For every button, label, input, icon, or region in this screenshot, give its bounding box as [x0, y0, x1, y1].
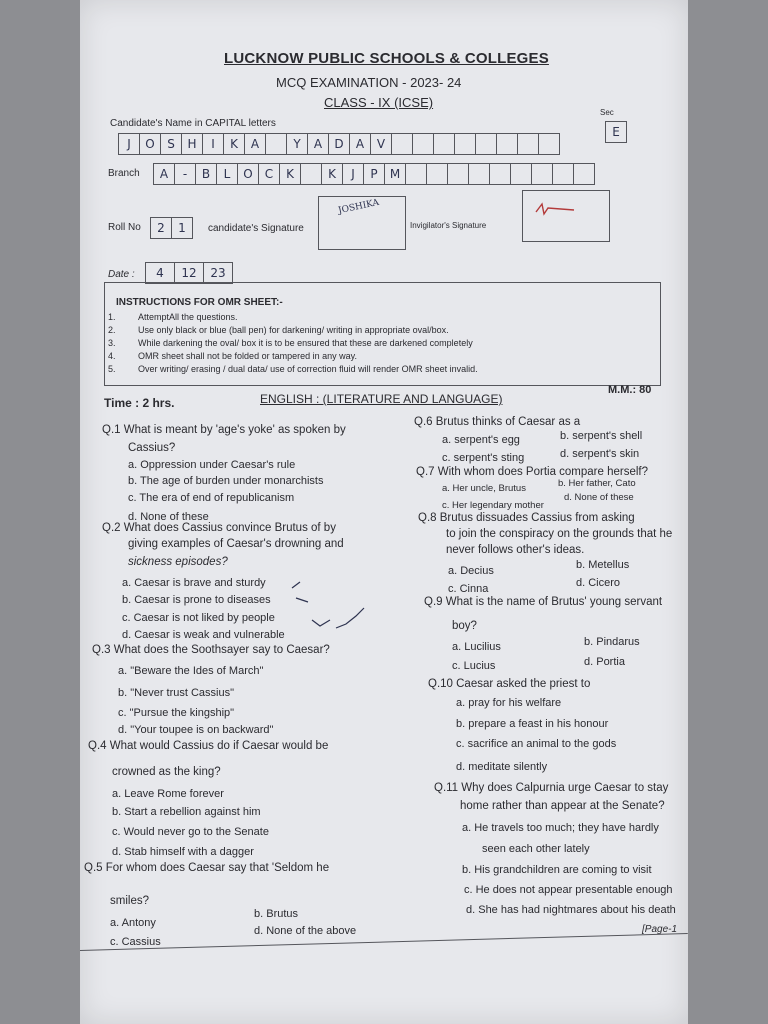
branch-letter-cell: M [384, 163, 406, 185]
q4-text-cont: crowned as the king? [112, 766, 221, 778]
q5-option-c: c. Cassius [110, 936, 161, 948]
branch-letter-cell: A [153, 163, 175, 185]
subject-title: ENGLISH : (LITERATURE AND LANGUAGE) [260, 392, 503, 406]
name-letter-cell: I [202, 133, 224, 155]
branch-letter-cell: - [174, 163, 196, 185]
q9-option-a: a. Lucilius [452, 641, 501, 653]
name-letter-cell [517, 133, 539, 155]
instruction-number: 3. [108, 338, 116, 348]
candidate-signature: JOSHIKA [337, 197, 381, 217]
branch-letter-cell [552, 163, 574, 185]
q7-option-d: d. None of these [564, 492, 634, 503]
sec-label: Sec [600, 108, 614, 117]
instruction-item [108, 312, 238, 322]
name-letter-cell: V [370, 133, 392, 155]
instruction-text: Over writing/ erasing / dual data/ use of correction fluid will render OMR sheet invalid. [138, 364, 478, 374]
q5-text-cont: smiles? [110, 895, 149, 907]
q8-text-cont: to join the conspiracy on the grounds that he [446, 528, 673, 540]
q8-option-a: a. Decius [448, 565, 494, 577]
q8-option-c: c. Cinna [448, 583, 489, 595]
q8-option-d: d. Cicero [576, 577, 621, 589]
instruction-number: 4. [108, 351, 116, 361]
q2-text-cont: giving examples of Caesar's drowning and [128, 538, 344, 550]
name-letter-cell: D [328, 133, 350, 155]
instruction-item [108, 325, 449, 335]
instruction-number: 1. [108, 312, 116, 322]
q9-option-d: d. Portia [584, 656, 625, 668]
branch-letter-cell [300, 163, 322, 185]
q2-option-c: c. Caesar is not liked by people [122, 612, 275, 624]
footer-rule [80, 933, 688, 951]
name-label: Candidate's Name in CAPITAL letters [110, 118, 276, 129]
name-letter-cell: J [118, 133, 140, 155]
q1-option-d: d. None of these [128, 511, 209, 523]
instruction-item [108, 351, 357, 361]
q7-option-b: b. Her father, Cato [558, 478, 636, 489]
q1-option-b: b. The age of burden under monarchists [128, 475, 324, 487]
candidate-signature-label: candidate's Signature [208, 223, 304, 234]
instruction-text: Use only black or blue (ball pen) for darkening/ writing in appropriate oval/box. [138, 325, 449, 335]
q8-text-cont2: never follows other's ideas. [446, 544, 585, 556]
branch-letter-cell: J [342, 163, 364, 185]
q6-option-c: c. serpent's sting [442, 452, 525, 464]
branch-label: Branch [108, 168, 140, 179]
q4-option-b: b. Start a rebellion against him [112, 806, 261, 818]
q1-option-a: a. Oppression under Caesar's rule [128, 459, 296, 471]
instruction-text: While darkening the oval/ box it is to be ensured that these are darkened completely [138, 338, 473, 348]
instruction-number: 2. [108, 325, 116, 335]
branch-letter-cell [531, 163, 553, 185]
name-letter-cell: S [160, 133, 182, 155]
roll-digit-cell: 2 [150, 217, 172, 239]
sec-box [605, 121, 627, 143]
name-letter-cell: A [349, 133, 371, 155]
exam-paper [80, 0, 688, 1024]
branch-grid [153, 163, 594, 185]
date-part-cell: 4 [145, 262, 175, 284]
branch-letter-cell [489, 163, 511, 185]
name-letter-cell: H [181, 133, 203, 155]
instructions-title: INSTRUCTIONS FOR OMR SHEET:- [116, 297, 283, 308]
roll-digit-cell: 1 [171, 217, 193, 239]
q5-option-a: a. Antony [110, 917, 156, 929]
q5-option-b: b. Brutus [254, 908, 299, 920]
q11-option-d: d. She has had nightmares about his death [466, 904, 676, 916]
branch-letter-cell: O [237, 163, 259, 185]
name-letter-cell [265, 133, 287, 155]
q6-option-d: d. serpent's skin [560, 448, 640, 460]
q1-text: Q.1 What is meant by 'age's yoke' as spoken by [102, 424, 346, 436]
invigilator-signature-label: Invigilator's Signature [410, 221, 487, 230]
q11-option-a: a. He travels too much; they have hardly [462, 822, 659, 834]
school-title: LUCKNOW PUBLIC SCHOOLS & COLLEGES [224, 50, 549, 67]
date-part-cell: 12 [174, 262, 204, 284]
name-letter-cell [433, 133, 455, 155]
branch-letter-cell: C [258, 163, 280, 185]
q11-text: Q.11 Why does Calpurnia urge Caesar to stay [434, 782, 669, 794]
date-part-cell: 23 [203, 262, 233, 284]
branch-letter-cell [447, 163, 469, 185]
q2-option-a: a. Caesar is brave and sturdy [122, 577, 266, 589]
branch-letter-cell: K [321, 163, 343, 185]
roll-label: Roll No [108, 222, 141, 233]
branch-letter-cell: K [279, 163, 301, 185]
q7-option-a: a. Her uncle, Brutus [442, 483, 526, 494]
q4-option-a: a. Leave Rome forever [112, 788, 224, 800]
page-number: [Page-1 [642, 924, 678, 935]
q6-option-a: a. serpent's egg [442, 434, 520, 446]
branch-letter-cell: P [363, 163, 385, 185]
instruction-item [108, 364, 478, 374]
q1-option-c: c. The era of end of republicanism [128, 492, 295, 504]
q2-text-cont2: sickness episodes? [128, 556, 228, 568]
time-label: Time : 2 hrs. [104, 396, 175, 410]
name-letter-cell [391, 133, 413, 155]
q3-option-b: b. "Never trust Cassius" [118, 687, 235, 699]
instruction-item [108, 338, 473, 348]
q9-text: Q.9 What is the name of Brutus' young servant [424, 596, 663, 608]
q10-option-d: d. meditate silently [456, 761, 548, 773]
instruction-text: AttemptAll the questions. [138, 312, 238, 322]
branch-letter-cell [573, 163, 595, 185]
name-letter-cell: Y [286, 133, 308, 155]
exam-title: MCQ EXAMINATION - 2023- 24 [276, 75, 462, 90]
name-letter-cell [454, 133, 476, 155]
q9-text-cont: boy? [452, 620, 477, 632]
instruction-number: 5. [108, 364, 116, 374]
q5-text: Q.5 For whom does Caesar say that 'Seldom he [84, 862, 330, 874]
q7-option-c: c. Her legendary mother [442, 500, 544, 511]
q4-option-d: d. Stab himself with a dagger [112, 846, 254, 858]
q11-option-c: c. He does not appear presentable enough [464, 884, 673, 896]
q9-option-c: c. Lucius [452, 660, 496, 672]
q10-option-c: c. sacrifice an animal to the gods [456, 738, 617, 750]
q11-option-a-cont: seen each other lately [482, 843, 590, 855]
sec-value: E [612, 125, 620, 139]
q10-text: Q.10 Caesar asked the priest to [428, 678, 591, 690]
q3-option-c: c. "Pursue the kingship" [118, 707, 235, 719]
name-letter-cell [475, 133, 497, 155]
class-title: CLASS - IX (ICSE) [324, 95, 434, 110]
branch-letter-cell [510, 163, 532, 185]
q8-text: Q.8 Brutus dissuades Cassius from asking [418, 512, 635, 524]
branch-letter-cell: B [195, 163, 217, 185]
q4-text: Q.4 What would Cassius do if Caesar would be [88, 740, 329, 752]
branch-letter-cell [426, 163, 448, 185]
q2-tick-marks [290, 580, 390, 640]
q10-option-a: a. pray for his welfare [456, 697, 562, 709]
q2-text: Q.2 What does Cassius convince Brutus of by [102, 522, 336, 534]
q10-option-b: b. prepare a feast in his honour [456, 718, 609, 730]
q2-option-d: d. Caesar is weak and vulnerable [122, 629, 285, 641]
q7-text: Q.7 With whom does Portia compare herself? [416, 466, 649, 478]
date-label: Date : [108, 269, 135, 280]
q6-text: Q.6 Brutus thinks of Caesar as a [414, 416, 581, 428]
name-grid [118, 133, 559, 155]
date-grid [145, 262, 232, 284]
branch-letter-cell [405, 163, 427, 185]
q4-option-c: c. Would never go to the Senate [112, 826, 269, 838]
name-letter-cell: A [244, 133, 266, 155]
max-marks: M.M.: 80 [608, 384, 652, 396]
name-letter-cell: O [139, 133, 161, 155]
q11-text-cont: home rather than appear at the Senate? [460, 800, 665, 812]
branch-letter-cell [468, 163, 490, 185]
q5-option-d: d. None of the above [254, 925, 357, 937]
q1-text-cont: Cassius? [128, 442, 176, 454]
name-letter-cell: A [307, 133, 329, 155]
roll-grid [150, 217, 192, 239]
q2-option-b: b. Caesar is prone to diseases [122, 594, 271, 606]
q3-text: Q.3 What does the Soothsayer say to Caesar? [92, 644, 330, 656]
q11-option-b: b. His grandchildren are coming to visit [462, 864, 652, 876]
branch-letter-cell: L [216, 163, 238, 185]
q9-option-b: b. Pindarus [584, 636, 640, 648]
q3-option-d: d. "Your toupee is on backward" [118, 724, 274, 736]
name-letter-cell [412, 133, 434, 155]
q3-option-a: a. "Beware the Ides of March" [118, 665, 264, 677]
name-letter-cell [538, 133, 560, 155]
q8-option-b: b. Metellus [576, 559, 630, 571]
q6-option-b: b. serpent's shell [560, 430, 643, 442]
invigilator-signature-scribble [534, 200, 584, 218]
instruction-text: OMR sheet shall not be folded or tampered in any way. [138, 351, 357, 361]
name-letter-cell: K [223, 133, 245, 155]
name-letter-cell [496, 133, 518, 155]
